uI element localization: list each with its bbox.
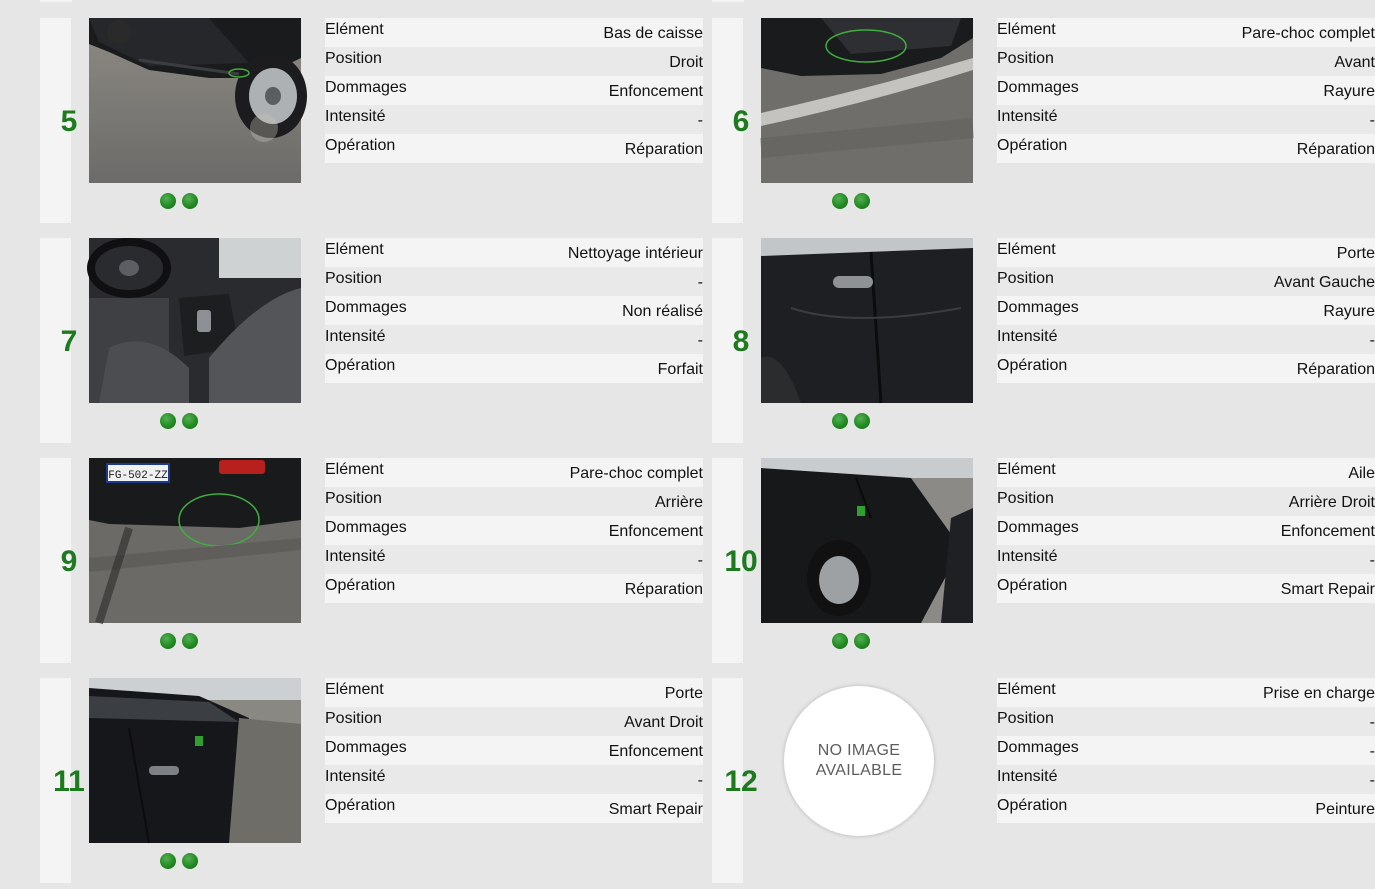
car-rear-wing-photo[interactable] [761, 458, 973, 623]
car-front-bumper-photo[interactable] [761, 18, 973, 183]
position-value: - [1369, 714, 1375, 731]
row-intensite: Intensité - [997, 325, 1375, 354]
no-image-line-1: NO IMAGE [817, 742, 901, 759]
pager-dot-1[interactable] [160, 413, 176, 429]
row-dommages: Dommages Enfoncement [325, 516, 703, 545]
damage-card-12 [712, 678, 1375, 883]
dommages-value: Rayure [1323, 83, 1375, 100]
top-stub-right [712, 0, 744, 2]
photo-pager [160, 853, 220, 871]
damage-card-9 [40, 458, 703, 663]
intensite-value: - [697, 772, 703, 789]
row-operation: Opération Smart Repair [325, 794, 703, 823]
row-position: Position Avant [997, 47, 1375, 76]
row-position: Position Avant Droit [325, 707, 703, 736]
row-operation: Opération Réparation [997, 134, 1375, 163]
damage-number: 9 [60, 545, 78, 578]
pager-dot-2[interactable] [182, 853, 198, 869]
operation-value: Réparation [624, 141, 703, 158]
position-value: - [697, 274, 703, 291]
element-value: Nettoyage intérieur [567, 245, 703, 262]
pager-dot-1[interactable] [160, 633, 176, 649]
photo-pager [160, 633, 220, 651]
row-element: Elément Prise en charge [997, 678, 1375, 707]
position-value: Arrière Droit [1288, 494, 1375, 511]
damage-number: 11 [53, 765, 85, 798]
car-door-left-photo[interactable] [761, 238, 973, 403]
row-intensite: Intensité - [325, 765, 703, 794]
damage-number: 7 [60, 325, 78, 358]
dommages-value: Enfoncement [608, 83, 703, 100]
row-position: Position - [997, 707, 1375, 736]
operation-value: Smart Repair [1280, 581, 1375, 598]
dommages-value: Enfoncement [1280, 523, 1375, 540]
row-position: Position Arrière [325, 487, 703, 516]
row-element: Elément Porte [997, 238, 1375, 267]
row-position: Position - [325, 267, 703, 296]
damage-card-6 [712, 18, 1375, 223]
details-table [325, 238, 703, 383]
position-value: Avant [1334, 54, 1375, 71]
license-plate: FG-502-ZZ [108, 470, 168, 482]
no-image-placeholder [784, 686, 934, 836]
pager-dot-2[interactable] [854, 633, 870, 649]
details-table [325, 458, 703, 603]
intensite-value: - [697, 332, 703, 349]
element-value: Aile [1348, 465, 1375, 482]
intensite-value: - [697, 112, 703, 129]
operation-value: Forfait [657, 361, 703, 378]
intensite-value: - [697, 552, 703, 569]
details-table [997, 458, 1375, 603]
pager-dot-2[interactable] [182, 413, 198, 429]
dommages-value: Enfoncement [608, 523, 703, 540]
damage-card-11 [40, 678, 703, 883]
dommages-value: Enfoncement [608, 743, 703, 760]
row-position: Position Avant Gauche [997, 267, 1375, 296]
row-intensite: Intensité - [325, 545, 703, 574]
element-value: Pare-choc complet [1241, 25, 1375, 42]
dommages-value: - [1369, 743, 1375, 760]
row-operation: Opération Forfait [325, 354, 703, 383]
row-element: Elément Aile [997, 458, 1375, 487]
damage-card-7 [40, 238, 703, 443]
pager-dot-2[interactable] [854, 413, 870, 429]
row-dommages: Dommages Rayure [997, 296, 1375, 325]
row-element: Elément Bas de caisse [325, 18, 703, 47]
row-position: Position Droit [325, 47, 703, 76]
intensite-value: - [1369, 332, 1375, 349]
row-dommages: Dommages Non réalisé [325, 296, 703, 325]
position-value: Droit [669, 54, 703, 71]
pager-dot-2[interactable] [182, 193, 198, 209]
operation-value: Peinture [1315, 801, 1375, 818]
row-position: Position Arrière Droit [997, 487, 1375, 516]
damage-card-8 [712, 238, 1375, 443]
row-element: Elément Pare-choc complet [325, 458, 703, 487]
damage-number: 6 [732, 105, 750, 138]
element-value: Porte [1336, 245, 1375, 262]
pager-dot-1[interactable] [832, 193, 848, 209]
pager-dot-2[interactable] [854, 193, 870, 209]
pager-dot-1[interactable] [160, 853, 176, 869]
damage-card-10 [712, 458, 1375, 663]
element-value: Prise en charge [1262, 685, 1375, 702]
car-interior-photo[interactable] [89, 238, 301, 403]
row-intensite: Intensité - [325, 325, 703, 354]
dommages-value: Non réalisé [622, 303, 703, 320]
damage-number: 12 [724, 765, 758, 798]
pager-dot-1[interactable] [160, 193, 176, 209]
element-value: Porte [664, 685, 703, 702]
intensite-value: - [1369, 112, 1375, 129]
operation-value: Réparation [1296, 141, 1375, 158]
car-rocker-panel-photo[interactable] [89, 18, 301, 183]
damage-number: 10 [724, 545, 758, 578]
row-dommages: Dommages Enfoncement [997, 516, 1375, 545]
row-operation: Opération Réparation [325, 134, 703, 163]
details-table [997, 238, 1375, 383]
row-dommages: Dommages Enfoncement [325, 76, 703, 105]
pager-dot-1[interactable] [832, 633, 848, 649]
row-operation: Opération Smart Repair [997, 574, 1375, 603]
details-table [325, 678, 703, 823]
row-dommages: Dommages Rayure [997, 76, 1375, 105]
row-element: Elément Porte [325, 678, 703, 707]
row-intensite: Intensité - [997, 545, 1375, 574]
row-operation: Opération Réparation [997, 354, 1375, 383]
photo-pager [832, 633, 892, 651]
operation-value: Réparation [624, 581, 703, 598]
car-door-right-photo[interactable] [89, 678, 301, 843]
operation-value: Smart Repair [608, 801, 703, 818]
photo-pager [160, 193, 220, 211]
row-dommages: Dommages Enfoncement [325, 736, 703, 765]
details-table [997, 18, 1375, 163]
row-element: Elément Pare-choc complet [997, 18, 1375, 47]
row-dommages: Dommages - [997, 736, 1375, 765]
row-intensite: Intensité - [325, 105, 703, 134]
row-intensite: Intensité - [997, 765, 1375, 794]
intensite-value: - [1369, 552, 1375, 569]
position-value: Arrière [654, 494, 703, 511]
element-value: Pare-choc complet [569, 465, 703, 482]
damage-number: 5 [60, 105, 78, 138]
damage-number: 8 [732, 325, 750, 358]
row-operation: Opération Peinture [997, 794, 1375, 823]
photo-pager [832, 193, 892, 211]
details-table [325, 18, 703, 163]
position-value: Avant Droit [624, 714, 703, 731]
dommages-value: Rayure [1323, 303, 1375, 320]
operation-value: Réparation [1296, 361, 1375, 378]
no-image-line-2: AVAILABLE [815, 762, 903, 779]
pager-dot-2[interactable] [182, 633, 198, 649]
row-operation: Opération Réparation [325, 574, 703, 603]
car-rear-bumper-photo[interactable] [89, 458, 301, 623]
intensite-value: - [1369, 772, 1375, 789]
details-table [997, 678, 1375, 823]
pager-dot-1[interactable] [832, 413, 848, 429]
photo-pager [832, 413, 892, 431]
top-stub-left [40, 0, 72, 2]
photo-pager [160, 413, 220, 431]
element-value: Bas de caisse [603, 25, 703, 42]
damage-card-5 [40, 18, 703, 223]
position-value: Avant Gauche [1273, 274, 1375, 291]
row-intensite: Intensité - [997, 105, 1375, 134]
row-element: Elément Nettoyage intérieur [325, 238, 703, 267]
